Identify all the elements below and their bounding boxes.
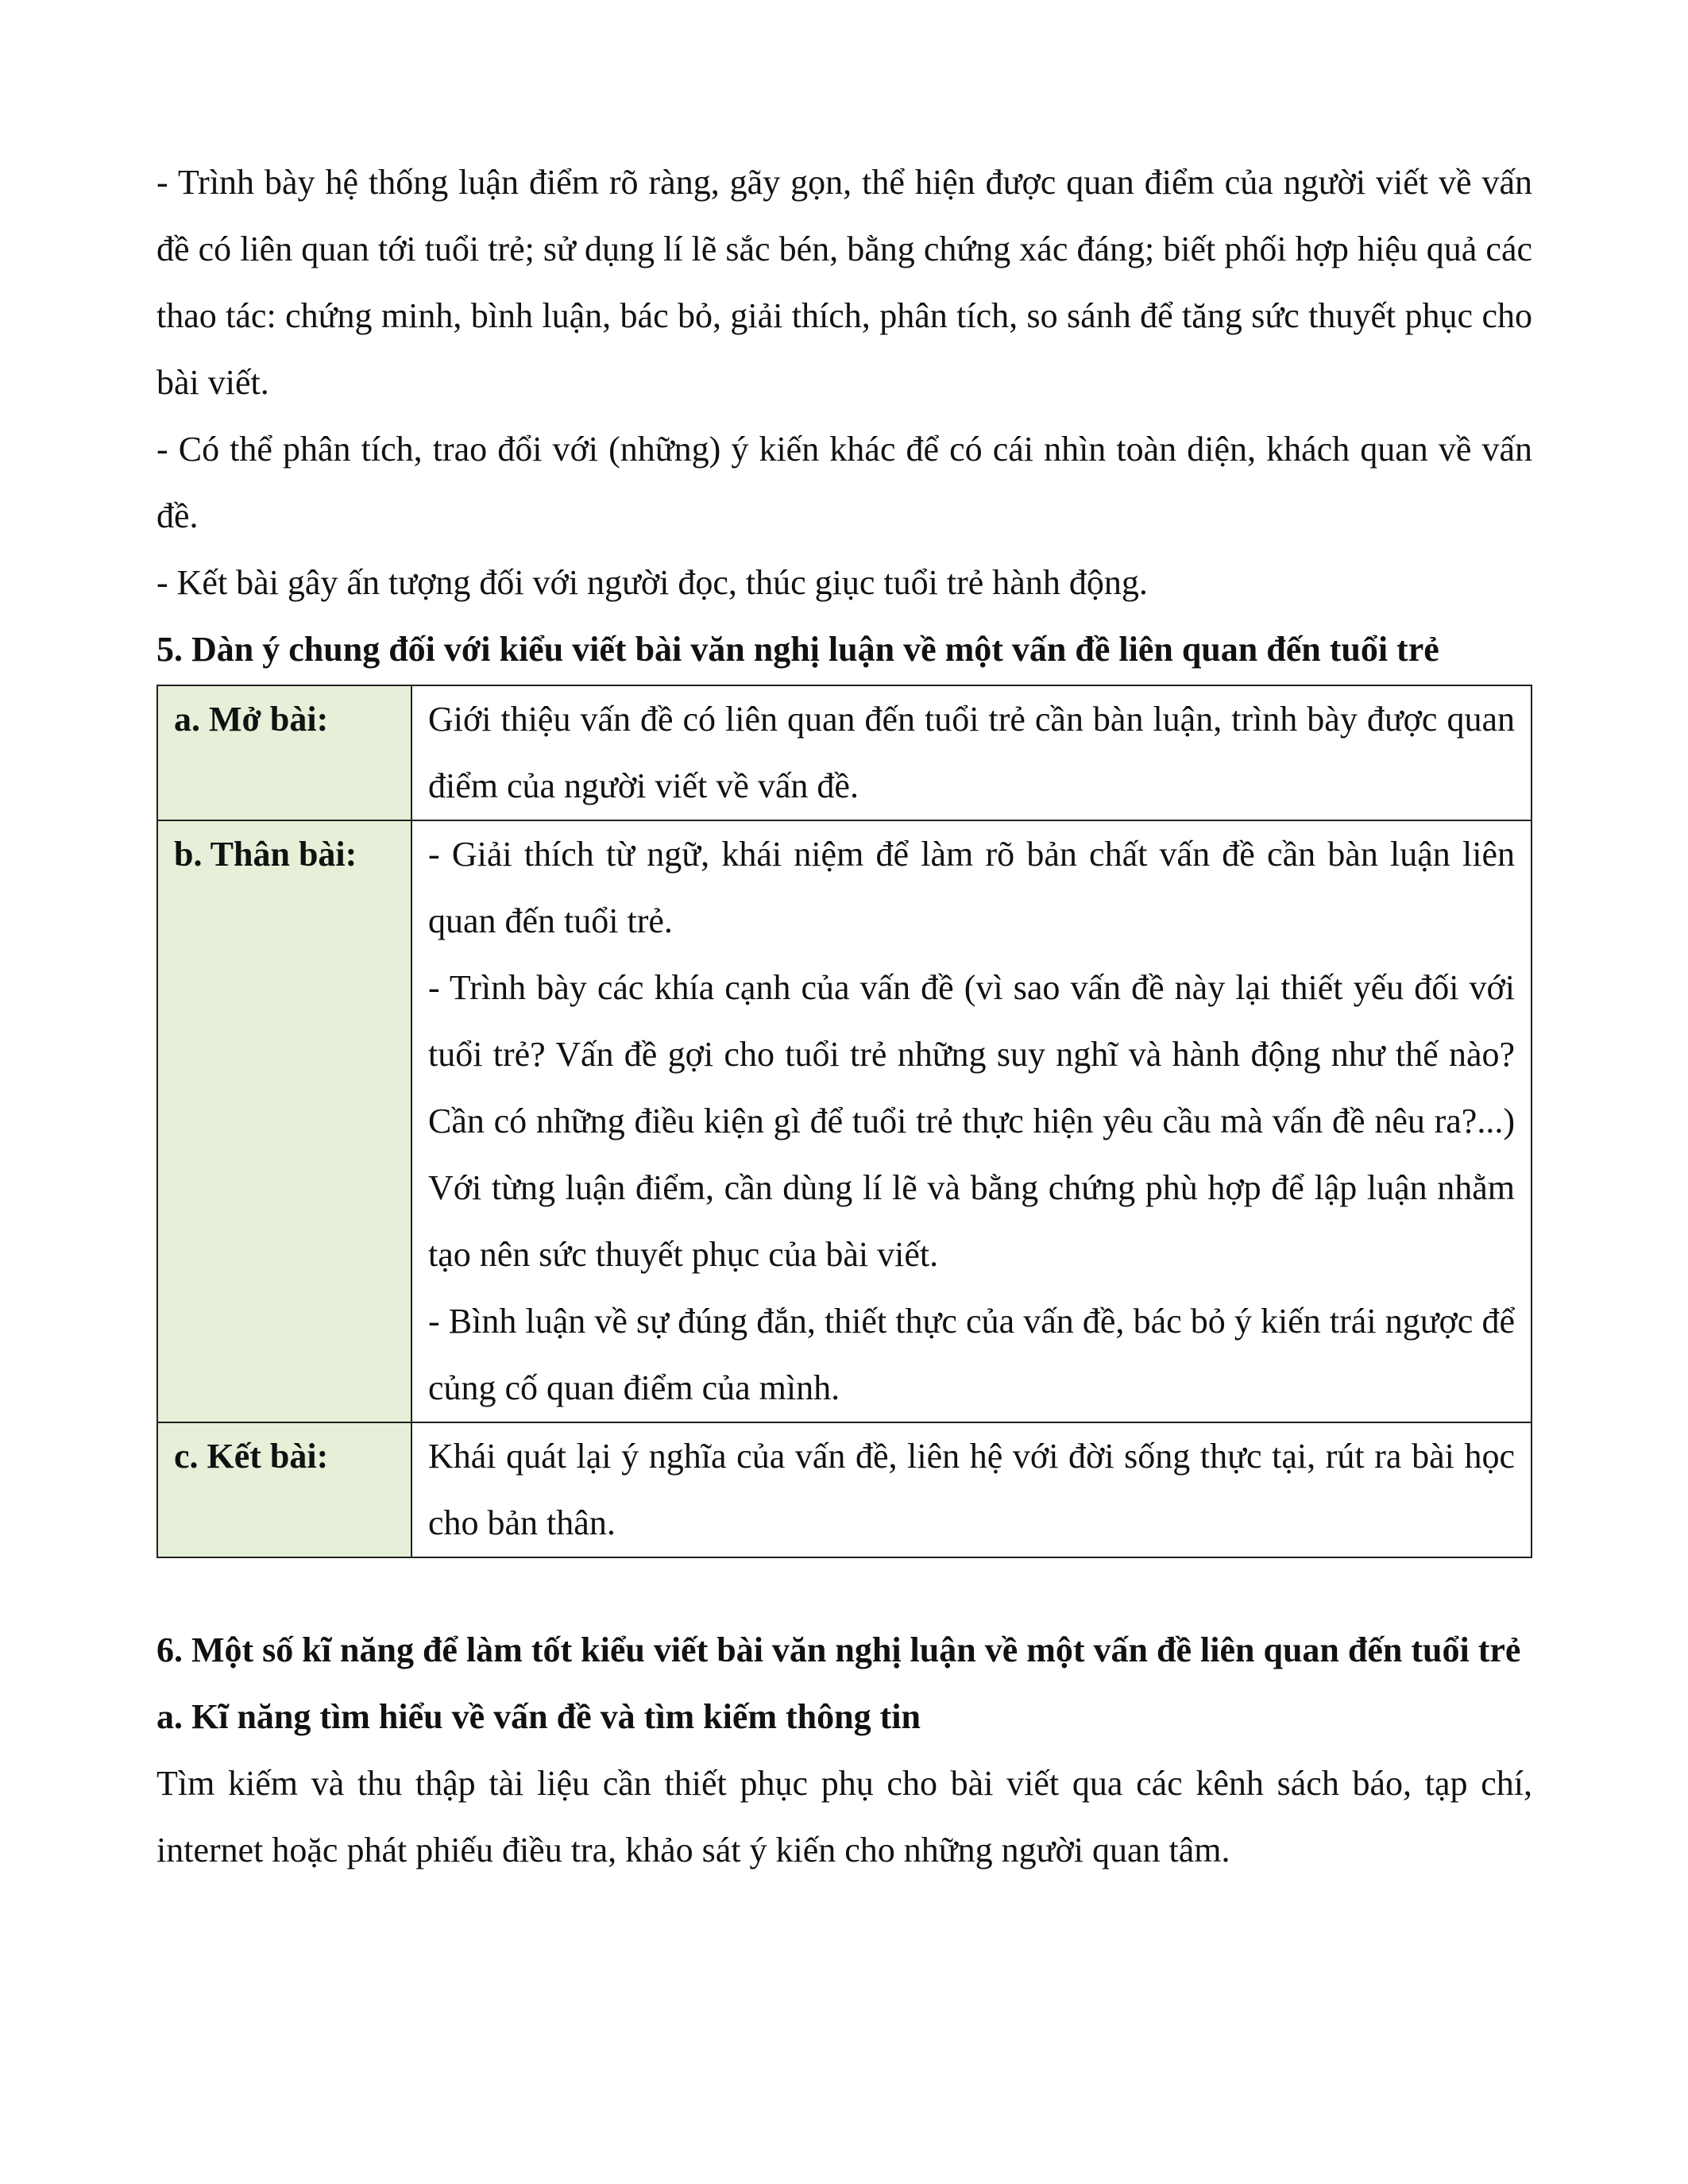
table-row-ket-bai [157,1422,1532,1557]
row-content-ket-bai [411,1422,1532,1557]
intro-paragraph-2: - Có thể phân tích, trao đổi với (những) ý kiến khác để có cái nhìn toàn diện, khách quan về vấn đề. [156,430,1532,535]
row-label-ket-bai: c. Kết bài: [157,1422,411,1557]
section-5-heading: 5. Dàn ý chung đối với kiểu viết bài văn nghị luận về một vấn đề liên quan đến tuổi trẻ [156,630,1439,669]
row-content-line: Giới thiệu vấn đề có liên quan đến tuổi trẻ cần bàn luận, trình bày được quan điểm của người viết về vấn đề. [428,700,1515,805]
table-row-than-bai [157,820,1532,1422]
row-label-than-bai: b. Thân bài: [157,820,411,1422]
section-6-heading: 6. Một số kĩ năng để làm tốt kiểu viết bài văn nghị luận về một vấn đề liên quan đến tuổi trẻ [156,1630,1521,1669]
row-content-line: - Giải thích từ ngữ, khái niệm để làm rõ bản chất vấn đề cần bàn luận liên quan đến tuổi trẻ. [428,835,1515,940]
row-label-mo-bai: a. Mở bài: [157,685,411,820]
row-content-line: Khái quát lại ý nghĩa của vấn đề, liên hệ với đời sống thực tại, rút ra bài học cho bản thân. [428,1437,1515,1542]
row-content-mo-bai [411,685,1532,820]
document-page [156,149,1532,1884]
row-content-than-bai [411,820,1532,1422]
outline-table [156,685,1532,1558]
section-6-paragraph: Tìm kiếm và thu thập tài liệu cần thiết phục phụ cho bài viết qua các kênh sách báo, tạp chí, internet hoặc phát phiếu điều tra, khảo sát ý kiến cho những người quan tâm. [156,1764,1532,1870]
section-6-subheading: a. Kĩ năng tìm hiểu về vấn đề và tìm kiếm thông tin [156,1697,921,1736]
intro-paragraph-1: - Trình bày hệ thống luận điểm rõ ràng, gãy gọn, thể hiện được quan điểm của người viết về vấn đề có liên quan tới tuổi trẻ; sử dụng lí lẽ sắc bén, bằng chứng xác đáng; biết phối hợp hiệu quả các thao tác: chứng minh, bình luận, bác bỏ, giải thích, phân tích, so sánh để tăng sức thuyết phục cho bài viết. [156,163,1532,402]
section-spacer [156,1558,1532,1617]
row-content-line: - Bình luận về sự đúng đắn, thiết thực của vấn đề, bác bỏ ý kiến trái ngược để củng cố quan điểm của mình. [428,1302,1515,1407]
row-content-line: - Trình bày các khía cạnh của vấn đề (vì sao vấn đề này lại thiết yếu đối với tuổi trẻ? Vấn đề gợi cho tuổi trẻ những suy nghĩ và hành động như thế nào? Cần có những điều kiện gì để tuổi trẻ thực hiện yêu cầu mà vấn đề nêu ra?...) Với từng luận điểm, cần dùng lí lẽ và bằng chứng phù hợp để lập luận nhằm tạo nên sức thuyết phục của bài viết. [428,968,1515,1274]
intro-paragraph-3: - Kết bài gây ấn tượng đối với người đọc, thúc giục tuổi trẻ hành động. [156,563,1148,602]
table-row-mo-bai [157,685,1532,820]
